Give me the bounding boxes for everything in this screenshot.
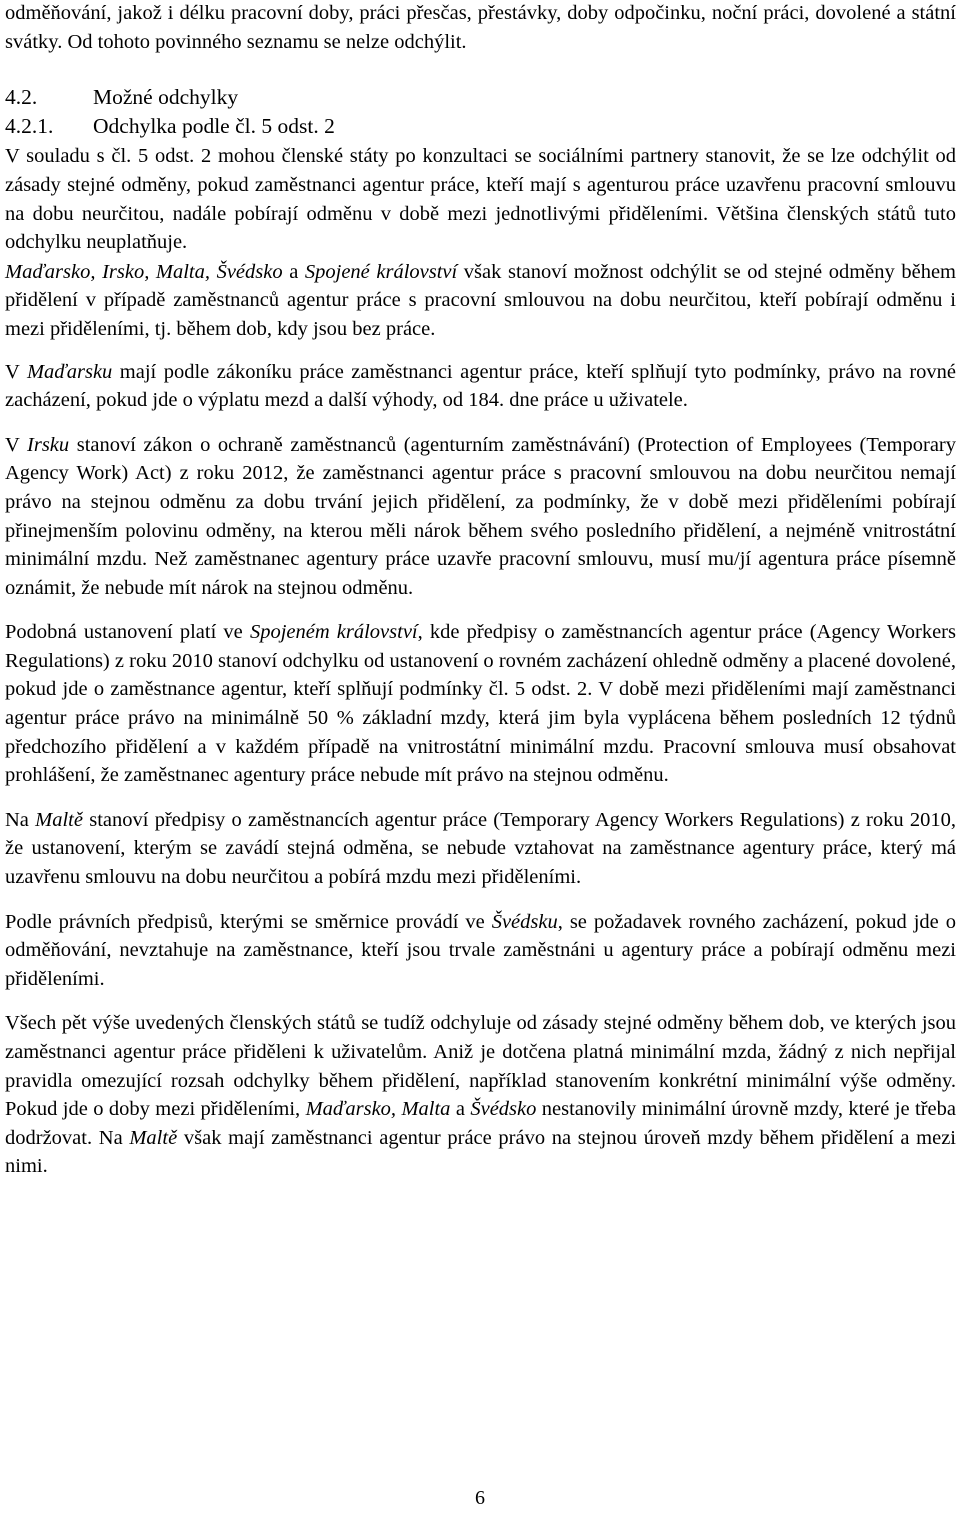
subsection-number: 4.2.1. (5, 113, 54, 138)
section-title: Možné odchylky (93, 85, 239, 110)
document-page (5, 0, 956, 1181)
country-italic: Spojené království (304, 260, 458, 283)
text-run: však stanoví možnost odchýlit se od stejné odměny během přidělení v případě zaměstnanců agentur práce s pracovní smlouvou na dobu neurčitou, kteří pobírají odměnu i mezi přiděleními, tj. během dob, kdy jsou bez práce. (5, 260, 957, 340)
text-run: , kde předpisy o zaměstnancích agentur práce (Agency Workers Regulations) z roku 2010 stanoví odchylku od ustanovení o rovném zacházení ohledně odměny a placené dovolené, pokud jde o zaměstnance agentur, kteří splňují podmínky čl. 5 odst. 2. V době mezi přiděleními mají zaměstnanci agentur práce právo na minimálně 50 % základní mzdy, která jim byla vyplácena během posledních 12 týdnů předchozího přidělení a v každém případě na vnitrostátní minimální mzdu. Pracovní smlouva musí obsahovat prohlášení, že zaměstnanec agentury práce nebude mít právo na stejnou odměnu. (5, 621, 956, 787)
paragraph-intro: odměňování, jakož i délku pracovní doby, práci přesčas, přestávky, doby odpočinku, noční práci, dovolené a státní svátky. Od tohoto povinného seznamu se nelze odchýlit. (5, 2, 956, 53)
countries-italic: Maďarsko, Irsko, Malta, Švédsko (5, 260, 283, 283)
subsection-title: Odchylka podle čl. 5 odst. 2 (93, 113, 335, 138)
subsection-heading (5, 112, 956, 141)
text-run: nestanovily minimální úrovně mzdy, které je třeba dodržovat. Na (5, 1098, 956, 1149)
country-italic: Maďarsku (26, 360, 113, 383)
country-italic: Maltě (129, 1126, 178, 1149)
paragraph-hungary (5, 358, 956, 415)
text-run: stanoví zákon o ochraně zaměstnanců (agenturním zaměstnávání) (Protection of Employees (Temporary Agency Work) Act) z roku 2012, že zaměstnanci agentur práce s pracovní smlouvou na dobu neurčitou nemají právo na stejnou odměnu za dobu trvání jejich přidělení, za podmínky, že v době mezi přiděleními pobírají přinejmenším polovinu odměny, na kterou měli nárok během svého posledního přidělení, a nejméně vnitrostátní minimální mzdu. Než zaměstnanec agentury práce uzavře pracovní smlouvu, musí mu/jí agentura práce písemně oznámit, že nebude mít nárok na stejnou odměnu. (5, 433, 956, 599)
page-number: 6 (475, 1487, 485, 1509)
text-run: stanoví předpisy o zaměstnancích agentur práce (Temporary Agency Workers Regulations) z roku 2010, že ustanovení, kterým se zavádí stejná odměna, se nebude vztahovat na zaměstnance agentury práce, který má uzavřenu smlouvu na dobu neurčitou a pobírá mzdu mezi přiděleními. (5, 808, 956, 889)
text-run: Podobná ustanovení platí ve (5, 621, 250, 644)
country-italic: Švédsko (470, 1098, 537, 1121)
country-italic: Švédsku (491, 910, 558, 933)
country-italic: Spojeném království (249, 621, 418, 644)
country-italic: Irsku (27, 433, 70, 456)
paragraph-article-5: V souladu s čl. 5 odst. 2 mohou členské státy po konzultaci se sociálními partnery stanovit, že se lze odchýlit od zásady stejné odměny, pokud zaměstnanci agentur práce, kteří mají s agenturou práce uzavřenu pracovní smlouvu na dobu neurčitou, nadále pobírají odměnu v době mezi jednotlivými přiděleními. Většina členských států tuto odchylku neuplatňuje. (5, 145, 956, 254)
text-run: mají podle zákoníku práce zaměstnanci agentur práce, kteří splňují tyto podmínky, právo na rovné zacházení, pokud jde o výplatu mezd a další výhody, od 184. dne práce u uživatele. (5, 360, 956, 412)
text-run: Na (5, 808, 36, 831)
text-run: V (5, 360, 27, 383)
text-run: , se požadavek rovného zacházení, pokud jde o odměňování, nevztahuje na zaměstnance, kteří jsou trvale zaměstnáni u agentury práce a pobírají odměnu mezi přiděleními. (5, 910, 956, 990)
text-run: V (5, 433, 28, 456)
text-run: Všech pět výše uvedených členských států se tudíž odchyluje od zásady stejné odměny během dob, ve kterých jsou zaměstnanci agentur práce přiděleni k uživatelům. Aniž je dotčena platná minimální mzda, žádný z nich nepřijal pravidla omezující rozsah odchylky během přidělení, například stanovením konkrétní minimální výše odměny. Pokud jde o doby mezi přiděleními, (5, 1012, 956, 1121)
paragraph-malta (5, 806, 956, 892)
section-heading (5, 83, 956, 112)
country-italic: Maltě (35, 808, 83, 831)
paragraph-member-states (5, 258, 956, 344)
paragraph-ireland (5, 431, 956, 603)
section-number: 4.2. (5, 85, 38, 110)
paragraph-sweden (5, 908, 956, 994)
paragraph-united-kingdom (5, 618, 956, 790)
text-run: však mají zaměstnanci agentur práce právo na stejnou úroveň mzdy během přidělení a mezi nimi. (5, 1126, 956, 1178)
paragraph-summary (5, 1009, 956, 1181)
countries-italic: Maďarsko, Malta (305, 1098, 451, 1121)
text-run: a (282, 260, 305, 283)
text-run: Podle právních předpisů, kterými se směrnice provádí ve (5, 910, 492, 933)
text-run: a (450, 1098, 471, 1121)
